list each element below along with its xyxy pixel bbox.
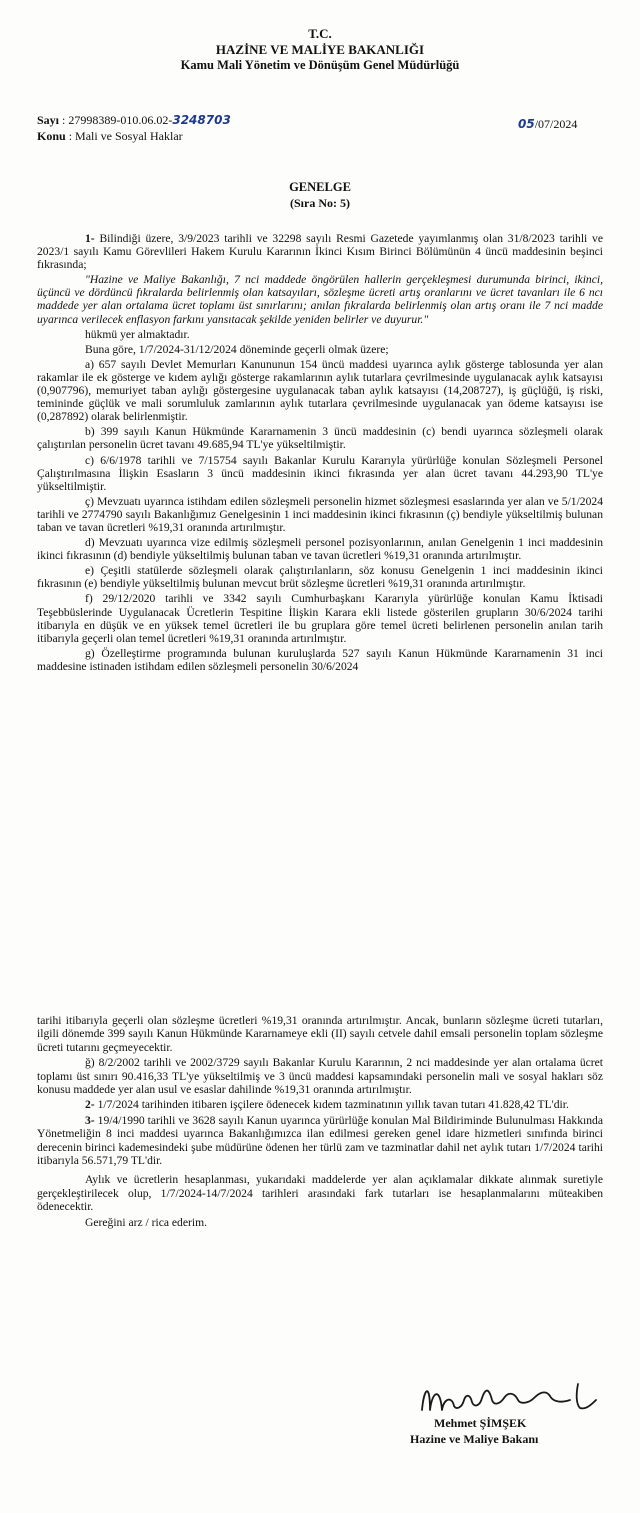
signature-stroke (422, 1384, 596, 1410)
paragraph-3-number: 3- (85, 1113, 95, 1127)
paragraph-2 (37, 1098, 603, 1111)
header-country: T.C. (308, 26, 332, 41)
item-d: d) Mevzuatı uyarınca vize edilmiş sözleşmeli personel pozisyonlarının, anılan Genelgenin 1 inci maddesinin ikinci fıkrasının (d) bendiyle yükseltilmiş bulunan taban ve tavan ücretleri %19,31 oranında artırılmıştır. (37, 536, 603, 563)
quoted-provision: "Hazine ve Maliye Bakanlığı, 7 nci maddede öngörülen hallerin gerçekleşmesi durumunda birinci, ikinci, üçüncü ve dördüncü fıkralarda belirlenmiş olan katsayıları, sözleşme ücreti artış oranlarını ve ücret tavanları ile 6 ncı maddede yer alan ortalama ücret toplamı üst sınırlarını; anılan fıkralarda belirlenmiş olan artış oranı ile 7 nci madde uyarınca verilecek enflasyon farkını yansıtacak şekilde yeniden belirler ve duyurur." (37, 273, 603, 326)
item-g-breve: ğ) 8/2/2002 tarihli ve 2002/3729 sayılı Bakanlar Kurulu Kararının, 2 nci maddesinde yer alan ortalama ücret toplamı üst sınırı 90.416,33 TL'ye yükseltilmiş ve 3 üncü maddesi kapsamındaki personelin mali ve sosyal hakları söz konusu maddede yer alan usul ve esaslar dahilinde %19,31 oranında artırılmıştır. (37, 1056, 603, 1097)
item-c-cedilla: ç) Mevzuatı uyarınca istihdam edilen sözleşmeli personelin hizmet sözleşmesi esaslarında yer alan ve 5/1/2024 tarihli ve 2774790 sayılı Bakanlığımız Genelgesinin 1 inci maddesinin ikinci fıkrasının (ç) bendiyle yükseltilmiş bulunan taban ve tavan ücretleri %19,31 oranında artırılmıştır. (37, 494, 603, 534)
paragraph-3 (37, 1114, 603, 1168)
item-b: b) 399 sayılı Kanun Hükmünde Kararnamenin 3 üncü maddesinin (c) bendi uyarınca sözleşmeli olarak çalıştırılan personelin ücret tavanı 49.685,94 TL'ye yükseltilmiştir. (37, 425, 603, 452)
signatory-name: Mehmet ŞİMŞEK (434, 1416, 527, 1430)
document-title: GENELGE (289, 180, 351, 194)
item-e: e) Çeşitli statülerde sözleşmeli olarak çalıştırılanların, söz konusu Genelgenin 1 inci maddesinin ikinci fıkrasının (e) bendiyle yükseltilmiş bulunan mevcut brüt sözleşme ücretleri %19,31 oranında artırılmıştır. (37, 564, 603, 591)
sayi-handwritten-number: 3248703 (172, 113, 231, 127)
sayi-value: : 27998389-010.06.02- (62, 113, 173, 127)
paragraph-period: Buna göre, 1/7/2024-31/12/2024 döneminde geçerli olmak üzere; (85, 342, 389, 356)
item-g: g) Özelleştirme programında bulunan kuruluşlarda 527 sayılı Kanun Hükmünde Kararnamenin 31 inci maddesine istinaden istihdam edilen sözleşmeli personelin 30/6/2024 (37, 646, 603, 673)
sayi-label: Sayı (37, 113, 60, 127)
item-g-continued: tarihi itibarıyla geçerli olan sözleşme ücretleri %19,31 oranında artırılmıştır. Ancak, bunların sözleşme ücreti tutarları, ilgili dönemde 399 sayılı Kanun Hükmünde Kararnameye ekli (II) sayılı cetvele dahil emsali personelin toplam sözleşme ücreti tutarını geçmeyecektir. (37, 1014, 603, 1054)
header-directorate: Kamu Mali Yönetim ve Dönüşüm Genel Müdürlüğü (180, 58, 460, 72)
closing-request: Gereğini arz / rica ederim. (85, 1215, 207, 1229)
paragraph-provision-note: hükmü yer almaktadır. (85, 327, 190, 341)
paragraph-1-number: 1- (85, 232, 95, 245)
meta-sayi (37, 113, 231, 128)
paragraph-3-text: 19/4/1990 tarihli ve 3628 sayılı Kanun uyarınca yürürlüğe konulan Mal Bildiriminde Bulunulması Hakkında Yönetmeliğin 8 inci maddesi uyarınca Bakanlığımızca ilan edilmesi gereken genel idare hizmetleri sınıfında birinci derecenin birinci kademesindeki şube müdürüne ödenen her türlü zam ve tazminatlar dahil net aylık tutarı 1/7/2024 tarihi itibarıyla 56.571,79 TL'dir. (37, 1113, 603, 1168)
konu-label: Konu (37, 129, 66, 143)
paragraph-1-text: Bilindiği üzere, 3/9/2023 tarihli ve 32298 sayılı Resmi Gazetede yayımlanmış olan 31/8/2023 tarihli ve 2023/1 sayılı Kamu Görevlileri Hakem Kurulu Kararının İkinci Kısım Birinci Bölümünün 4 üncü maddesinin beşinci fıkrasında; (37, 232, 603, 272)
meta-konu (37, 129, 183, 144)
konu-value: : Mali ve Sosyal Haklar (68, 129, 183, 143)
date-printed: /07/2024 (534, 117, 578, 131)
header-ministry: HAZİNE VE MALİYE BAKANLIĞI (215, 42, 425, 57)
closing-paragraph: Aylık ve ücretlerin hesaplanması, yukarıdaki maddelerde yer alan açıklamalar dikkate alınmak suretiyle gerçekleştirilecek olup, 1/7/2024-14/7/2024 tarihleri arasındaki fark tutarları ise hesaplanmalarını müteakiben ödenecektir. (37, 1173, 603, 1214)
signatory-title: Hazine ve Maliye Bakanı (410, 1432, 539, 1446)
item-c: c) 6/6/1978 tarihli ve 7/15754 sayılı Bakanlar Kurulu Kararıyla yürürlüğe konulan Sözleşmeli Personel Çalıştırılmasına İlişkin Esasların 3 üncü maddesinin ikinci fıkrasında yer alan ücret tavanı 44.293,90 TL'ye yükseltilmiştir. (37, 453, 603, 493)
item-f: f) 29/12/2020 tarihli ve 3342 sayılı Cumhurbaşkanı Kararıyla yürürlüğe konulan Kamu İktisadi Teşebbüslerinde Uygulanacak Ücretlerin Tespitine İlişkin Karara ekli listede gösterilen grupların 30/6/2024 tarihi itibarıyla en düşük ve en yüksek temel ücretleri ile bu gruplara göre temel ücreti belirlenen personelin anılan tarih itibarıyla geçerli olan temel ücretleri %19,31 oranında artırılmıştır. (37, 592, 603, 645)
paragraph-1 (37, 232, 603, 271)
meta-date (518, 117, 577, 132)
body-part-2 (37, 1014, 603, 1231)
paragraph-2-text: 1/7/2024 tarihinden itibaren işçilere ödenecek kıdem tazminatının yıllık tavan tutarı 41.828,42 TL'dir. (94, 1098, 569, 1112)
item-a: a) 657 sayılı Devlet Memurları Kanununun 154 üncü maddesi uyarınca aylık gösterge tablosunda yer alan rakamlar ile ek gösterge ve kıdem aylığı gösterge rakamlarının aylık tutarlara çevrilmesinde uygulanacak aylık katsayısı (0,907796), memuriyet taban aylığı göstergesine uygulanacak taban aylık katsayısı (14,208727), iş güçlüğü, iş riski, temininde güçlük ve mali sorumluluk zamlarının aylık tutarlara çevrilmesinde uygulanacak yan ödeme katsayısı ise (0,287892) olarak belirlenmiştir. (37, 357, 603, 424)
date-handwritten-day: 05 (518, 117, 535, 131)
document-sequence: (Sıra No: 5) (290, 196, 350, 210)
paragraph-2-number: 2- (85, 1098, 95, 1112)
body-part-1 (37, 232, 603, 675)
